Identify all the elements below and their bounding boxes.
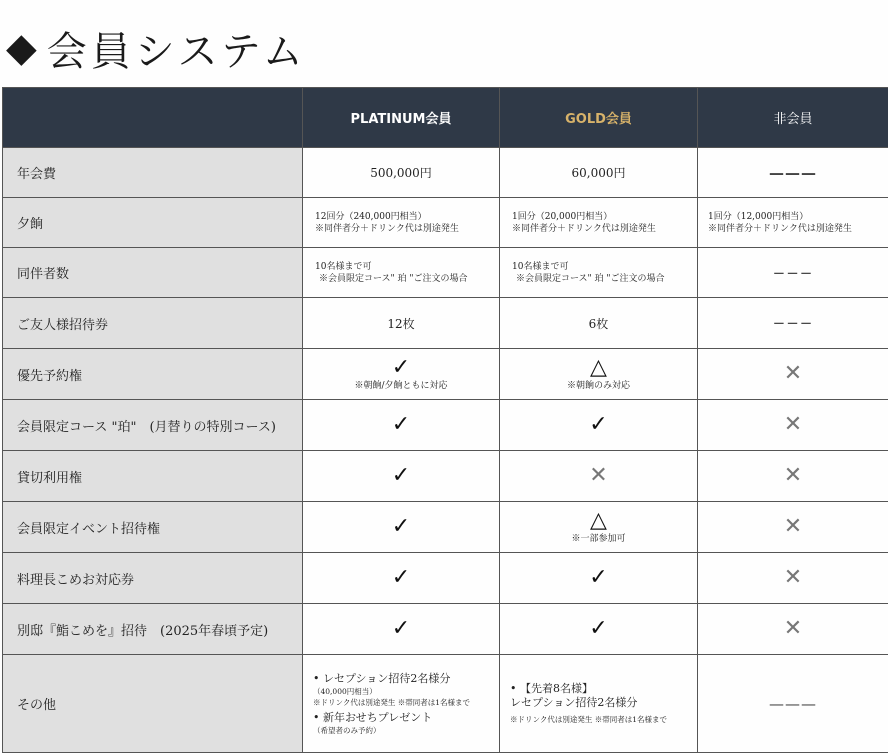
row-label: 会員限定イベント招待権 — [3, 502, 303, 553]
cell-platinum — [303, 655, 500, 753]
cell-non — [698, 298, 888, 349]
cell-line: 10名様まで可 — [315, 261, 499, 273]
cell-platinum — [303, 198, 500, 248]
dash-text: −−− — [773, 314, 814, 332]
cell-gold — [500, 604, 698, 655]
cell-line: • レセプション招待2名様分 — [313, 672, 499, 686]
cell-gold — [500, 198, 698, 248]
cell-line: • 【先着8名様】 — [510, 682, 697, 696]
table-row — [3, 248, 888, 298]
row-label: 夕餉 — [3, 198, 303, 248]
cell-gold — [500, 553, 698, 604]
row-label: 年会費 — [3, 148, 303, 198]
cell-non — [698, 502, 888, 553]
cell-platinum — [303, 451, 500, 502]
cell-gold — [500, 451, 698, 502]
header-blank — [3, 88, 303, 148]
cross-icon: ✕ — [784, 361, 802, 386]
cell-gold — [500, 400, 698, 451]
cell-gold — [500, 502, 698, 553]
table-row — [3, 451, 888, 502]
cross-icon: ✕ — [784, 514, 802, 539]
cross-icon: ✕ — [589, 463, 607, 488]
cell-non — [698, 655, 888, 753]
check-icon: ✓ — [589, 565, 607, 590]
cell-platinum — [303, 349, 500, 400]
row-label: 貸切利用権 — [3, 451, 303, 502]
table-row — [3, 400, 888, 451]
dash-text: −−− — [773, 264, 814, 282]
header-platinum: PLATINUM会員 — [303, 88, 500, 148]
check-icon: ✓ — [392, 616, 410, 641]
cell-non — [698, 248, 888, 298]
cell-note: ※同伴者分＋ドリンク代は別途発生 — [512, 223, 697, 235]
check-icon: ✓ — [392, 463, 410, 488]
cell-non — [698, 604, 888, 655]
row-label: 料理長こめお対応券 — [3, 553, 303, 604]
cell-gold — [500, 248, 698, 298]
cell-note: ※同伴者分＋ドリンク代は別途発生 — [315, 223, 499, 235]
row-label: その他 — [3, 655, 303, 753]
cell-gold: 60,000円 — [500, 148, 698, 198]
cell-note: ※ドリンク代は別途発生 ※帯同者は1名様まで — [313, 697, 499, 708]
cell-gold — [500, 655, 698, 753]
cell-non — [698, 349, 888, 400]
row-label: ご友人様招待券 — [3, 298, 303, 349]
cross-icon: ✕ — [784, 463, 802, 488]
table-row — [3, 604, 888, 655]
cell-line: レセプション招待2名様分 — [510, 696, 697, 710]
cell-non — [698, 451, 888, 502]
table-row — [3, 298, 888, 349]
cell-platinum — [303, 248, 500, 298]
cell-non — [698, 198, 888, 248]
cell-line: 1回分（20,000円相当） — [512, 211, 697, 223]
cell-platinum: 12枚 — [303, 298, 500, 349]
row-label: 同伴者数 — [3, 248, 303, 298]
cell-non — [698, 148, 888, 198]
dash-text: ——— — [769, 164, 817, 182]
cross-icon: ✕ — [784, 565, 802, 590]
cell-platinum: 500,000円 — [303, 148, 500, 198]
dash-text: ——— — [769, 695, 817, 713]
triangle-icon: △ — [590, 508, 607, 533]
page-title-text: 会員システム — [47, 20, 307, 77]
black-diamond-icon: ◆ — [6, 28, 37, 68]
cell-line: 12回分（240,000円相当） — [315, 211, 499, 223]
table-row — [3, 553, 888, 604]
cell-note: （希望者のみ予約） — [313, 725, 499, 736]
cell-gold: 6枚 — [500, 298, 698, 349]
cell-note: ※ドリンク代は別途発生 ※帯同者は1名様まで — [510, 714, 697, 725]
cell-note: ※会員限定コース" 珀 "ご注文の場合 — [512, 273, 697, 285]
row-label: 優先予約権 — [3, 349, 303, 400]
cell-platinum — [303, 400, 500, 451]
check-icon: ✓ — [392, 355, 410, 380]
cell-platinum — [303, 604, 500, 655]
table-row — [3, 502, 888, 553]
check-icon: ✓ — [589, 616, 607, 641]
cell-note: ※同伴者分＋ドリンク代は別途発生 — [708, 223, 888, 235]
table-row — [3, 349, 888, 400]
table-row — [3, 655, 888, 753]
cell-non — [698, 400, 888, 451]
table-row — [3, 198, 888, 248]
check-icon: ✓ — [589, 412, 607, 437]
cell-note: ※朝餉/夕餉ともに対応 — [303, 380, 499, 392]
cell-platinum — [303, 502, 500, 553]
cell-platinum — [303, 553, 500, 604]
cell-line: 10名様まで可 — [512, 261, 697, 273]
cell-non — [698, 553, 888, 604]
cross-icon: ✕ — [784, 412, 802, 437]
header-row — [3, 88, 888, 148]
cell-note: （40,000円相当） — [313, 686, 499, 697]
check-icon: ✓ — [392, 565, 410, 590]
cell-note: ※会員限定コース" 珀 "ご注文の場合 — [315, 273, 499, 285]
cell-note: ※朝餉のみ対応 — [500, 380, 697, 392]
membership-table — [2, 87, 888, 753]
header-non-member: 非会員 — [698, 88, 888, 148]
check-icon: ✓ — [392, 514, 410, 539]
cross-icon: ✕ — [784, 616, 802, 641]
cell-note: ※一部参加可 — [500, 533, 697, 545]
header-gold: GOLD会員 — [500, 88, 698, 148]
cell-line: • 新年おせちプレゼント — [313, 711, 499, 725]
triangle-icon: △ — [590, 355, 607, 380]
page-title — [6, 22, 307, 74]
table-row — [3, 148, 888, 198]
row-label: 別邸『鮨こめを』招待 (2025年春頃予定) — [3, 604, 303, 655]
row-label: 会員限定コース "珀" (月替りの特別コース) — [3, 400, 303, 451]
cell-line: 1回分（12,000円相当） — [708, 211, 888, 223]
check-icon: ✓ — [392, 412, 410, 437]
cell-gold — [500, 349, 698, 400]
